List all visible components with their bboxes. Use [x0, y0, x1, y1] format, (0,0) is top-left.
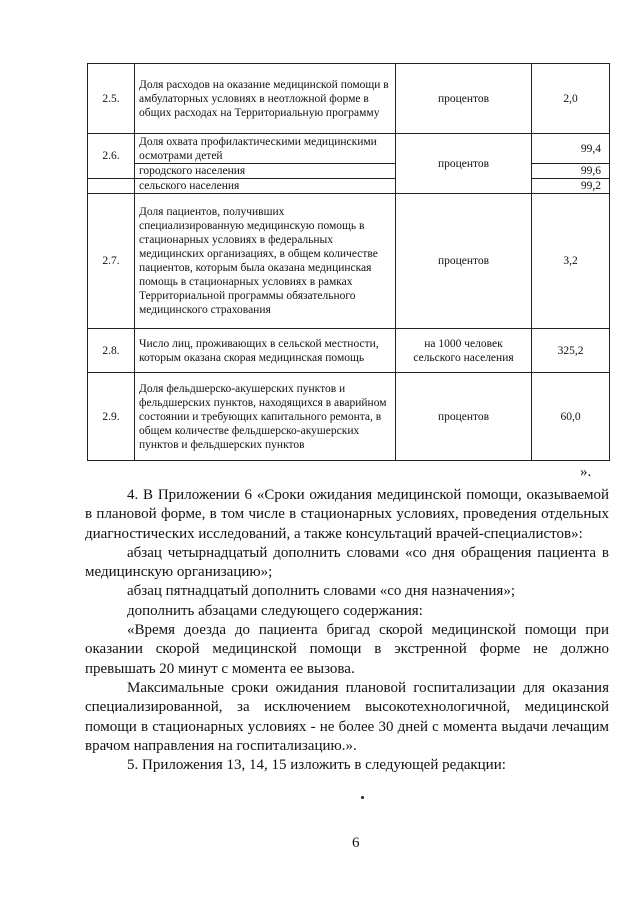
value-cell: 99,2	[532, 179, 610, 194]
unit-cell: процентов	[396, 373, 532, 461]
indicator-name: Доля расходов на оказание медицинской помощи в амбулаторных условиях в неотложной форме в общих расходах на Территориальную программу	[135, 64, 396, 134]
row-number: 2.9.	[88, 373, 135, 461]
table-row	[88, 194, 610, 329]
indicators-table	[87, 63, 610, 461]
row-number: 2.5.	[88, 64, 135, 134]
value-cell: 325,2	[532, 329, 610, 373]
indicator-name: городского населения	[135, 164, 396, 179]
unit-cell: процентов	[396, 64, 532, 134]
value-cell: 3,2	[532, 194, 610, 329]
value-cell: 99,4	[532, 134, 610, 164]
paragraph-abzac-14: абзац четырнадцатый дополнить словами «со дня обращения пациента в медицинскую организацию»;	[85, 544, 609, 581]
row-number-empty	[88, 179, 135, 194]
indicator-name: Доля охвата профилактическими медицинскими осмотрами детей	[135, 134, 396, 164]
unit-cell: процентов	[396, 134, 532, 194]
paragraph-hospitalization-time: Максимальные сроки ожидания плановой госпитализации для оказания специализированной, за исключением высокотехнологичной, медицинской помощи в стационарных условиях - не более 30 дней с момента выдачи лечащим врачом направления на госпитализацию.».	[85, 679, 609, 754]
closing-quote: ».	[580, 464, 592, 480]
paragraph-item-4: 4. В Приложении 6 «Сроки ожидания медицинской помощи, оказываемой в плановой форме, в том числе в стационарных условиях, проведения отдельных диагностических исследований, а также консультаций врачей-специалистов»:	[85, 487, 609, 542]
table-row	[88, 329, 610, 373]
indicator-name: Доля фельдшерско-акушерских пунктов и фельдшерских пунктов, находящихся в аварийном состоянии и требующих капитального ремонта, в общем количестве фельдшерско-акушерских пунктов и фельдшерских пунктов	[135, 373, 396, 461]
unit-cell: на 1000 человек сельского населения	[396, 329, 532, 373]
paragraph-abzac-15: абзац пятнадцатый дополнить словами «со дня назначения»;	[127, 583, 515, 600]
table-row	[88, 373, 610, 461]
paragraph-ambulance-time: «Время доезда до пациента бригад скорой медицинской помощи при оказании скорой медицинской помощи в экстренной форме не должно превышать 20 минут с момента ее вызова.	[85, 622, 609, 677]
table-row	[88, 179, 610, 194]
value-cell: 99,6	[532, 164, 610, 179]
paragraph-add-abzacs: дополнить абзацами следующего содержания:	[127, 602, 423, 619]
indicator-name: сельского населения	[135, 179, 396, 194]
scan-mark	[361, 796, 364, 799]
paragraph-item-5: 5. Приложения 13, 14, 15 изложить в следующей редакции:	[127, 757, 506, 774]
value-cell: 2,0	[532, 64, 610, 134]
row-number: 2.7.	[88, 194, 135, 329]
row-number: 2.8.	[88, 329, 135, 373]
table-row	[88, 134, 610, 164]
page-number: 6	[352, 835, 360, 851]
row-number: 2.6.	[88, 134, 135, 179]
indicator-name: Число лиц, проживающих в сельской местности, которым оказана скорая медицинская помощь	[135, 329, 396, 373]
table-row	[88, 164, 610, 179]
table-row	[88, 64, 610, 134]
value-cell: 60,0	[532, 373, 610, 461]
indicator-name: Доля пациентов, получивших специализированную медицинскую помощь в стационарных условиях в федеральных медицинских организациях, в общем количестве пациентов, которым была оказана медицинская помощь в стационарных условиях в рамках Территориальной программы обязательного медицинского страхования	[135, 194, 396, 329]
unit-cell: процентов	[396, 194, 532, 329]
body-text	[85, 486, 609, 775]
